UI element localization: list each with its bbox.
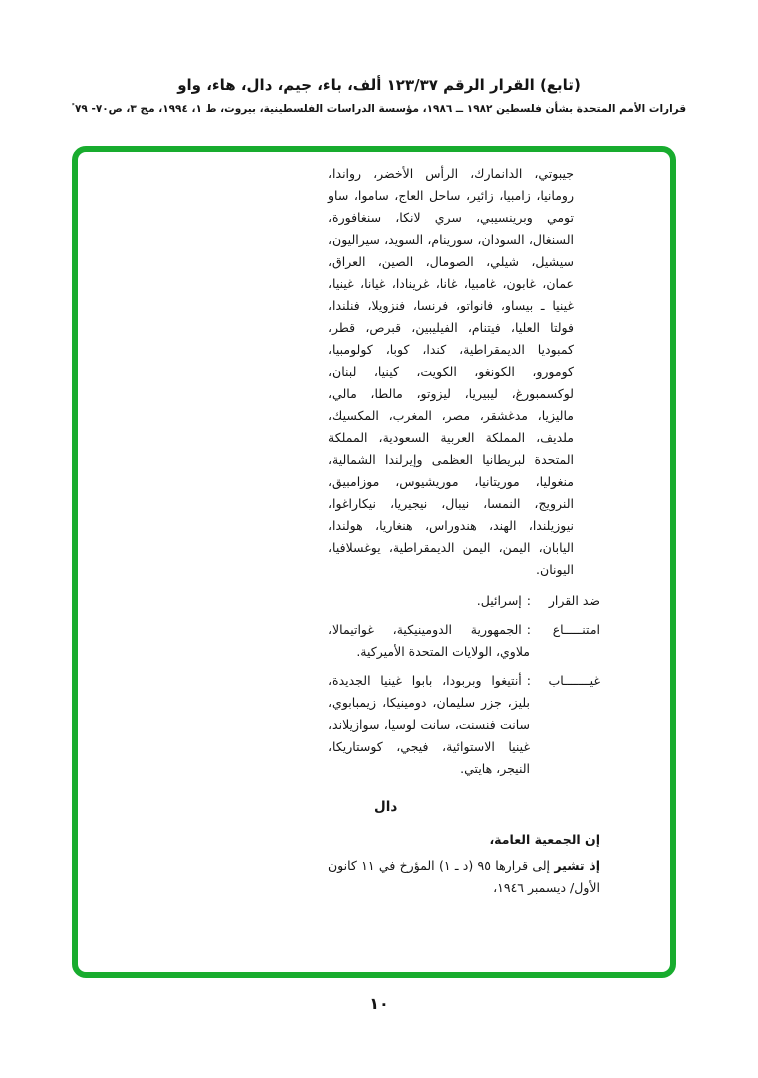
vote-abstain-separator: :: [526, 622, 531, 637]
preamble-intro: إن الجمعية العامة،: [489, 832, 600, 847]
vote-absent-separator: :: [526, 673, 531, 688]
in-favour-country-list: جيبوتي، الدانمارك، الرأس الأخضر، رواندا، رومانيا، زامبيا، زائير، ساحل العاج، ساموا، ساو تومي وبرينسيبي، سري لانكا، سنغافورة، السنغال، السودان، سورينام، السويد، سيراليون، سيشيل، شيلي، الصومال، الصين، العراق، عمان، غابون، غامبيا، غانا، غرينادا، غيانا، غينيا، غينيا ـ بيساو، فانواتو، فرنسا، فنزويلا، فنلندا، فولتا العليا، فيتنام، الفيليبين، قبرص، قطر، كمبوديا الديمقراطية، كندا، كوبا، كولومبيا، كومورو، الكونغو، الكويت، كينيا، لبنان، لوكسمبورغ، ليبيريا، ليزوتو، مالطا، مالي، ماليزيا، مدغشقر، مصر، المغرب، المكسيك، ملديف، المملكة العربية السعودية، المملكة المتحدة لبريطانيا العظمى وإيرلندا الشمالية، منغوليا، موريتانيا، موريشيوس، موزامبيق، النرويج، النمسا، نيبال، نيجيريا، نيكاراغوا، نيوزيلندا، الهند، هندوراس، هنغاريا، هولندا، اليابان، اليمن، اليمن الديمقراطية، يوغسلافيا، اليونان.: [328, 166, 574, 577]
vote-absent-row: [328, 670, 600, 780]
vote-abstain-text: الجمهورية الدومينيكية، غواتيمالا، ملاوي، الولايات المتحدة الأميركية.: [328, 622, 530, 659]
vote-against-label: ضد القرار: [548, 593, 600, 608]
recital-paragraph: [328, 855, 600, 899]
vote-abstain-label: امتنـــــاع: [552, 622, 600, 637]
vote-against-text: إسرائيل.: [476, 593, 522, 608]
body-text-column: [328, 163, 600, 899]
vote-against-row: [328, 590, 600, 612]
recital-rest: إلى قرارها ٩٥ (د ـ ١) المؤرخ في ١١ كانون الأول/ ديسمبر ١٩٤٦،: [328, 858, 600, 895]
vote-against-separator: :: [526, 593, 531, 608]
resolution-title: (تابع) القرار الرقم ١٢٣/٣٧ ألف، باء، جيم، دال، هاء، واو: [177, 76, 581, 94]
source-citation: قرارات الأمم المتحدة بشأن فلسطين ١٩٨٢ ــ ١٩٨٦، مؤسسة الدراسات الفلسطينية، بيروت، ط ١، ١٩٩٤، مج ٣، ص٧٠- ٧٩ٴ: [71, 103, 687, 115]
vote-abstain-row: [328, 619, 600, 663]
page-number: ١٠: [369, 994, 389, 1013]
section-heading-dal: دال: [374, 799, 398, 815]
document-header: [28, 76, 730, 115]
vote-absent-label: غيـــــــاب: [548, 673, 600, 688]
vote-absent-text: أنتيغوا وبربودا، بابوا غينيا الجديدة، بليز، جزر سليمان، دومينيكا، زيمبابوي، سانت فنسنت، سانت لوسيا، سوازيلاند، غينيا الاستوائية، فيجي، كوستاريكا، النيجر، هايتي.: [328, 673, 530, 776]
recital-lead: إذ تشير: [554, 858, 600, 873]
